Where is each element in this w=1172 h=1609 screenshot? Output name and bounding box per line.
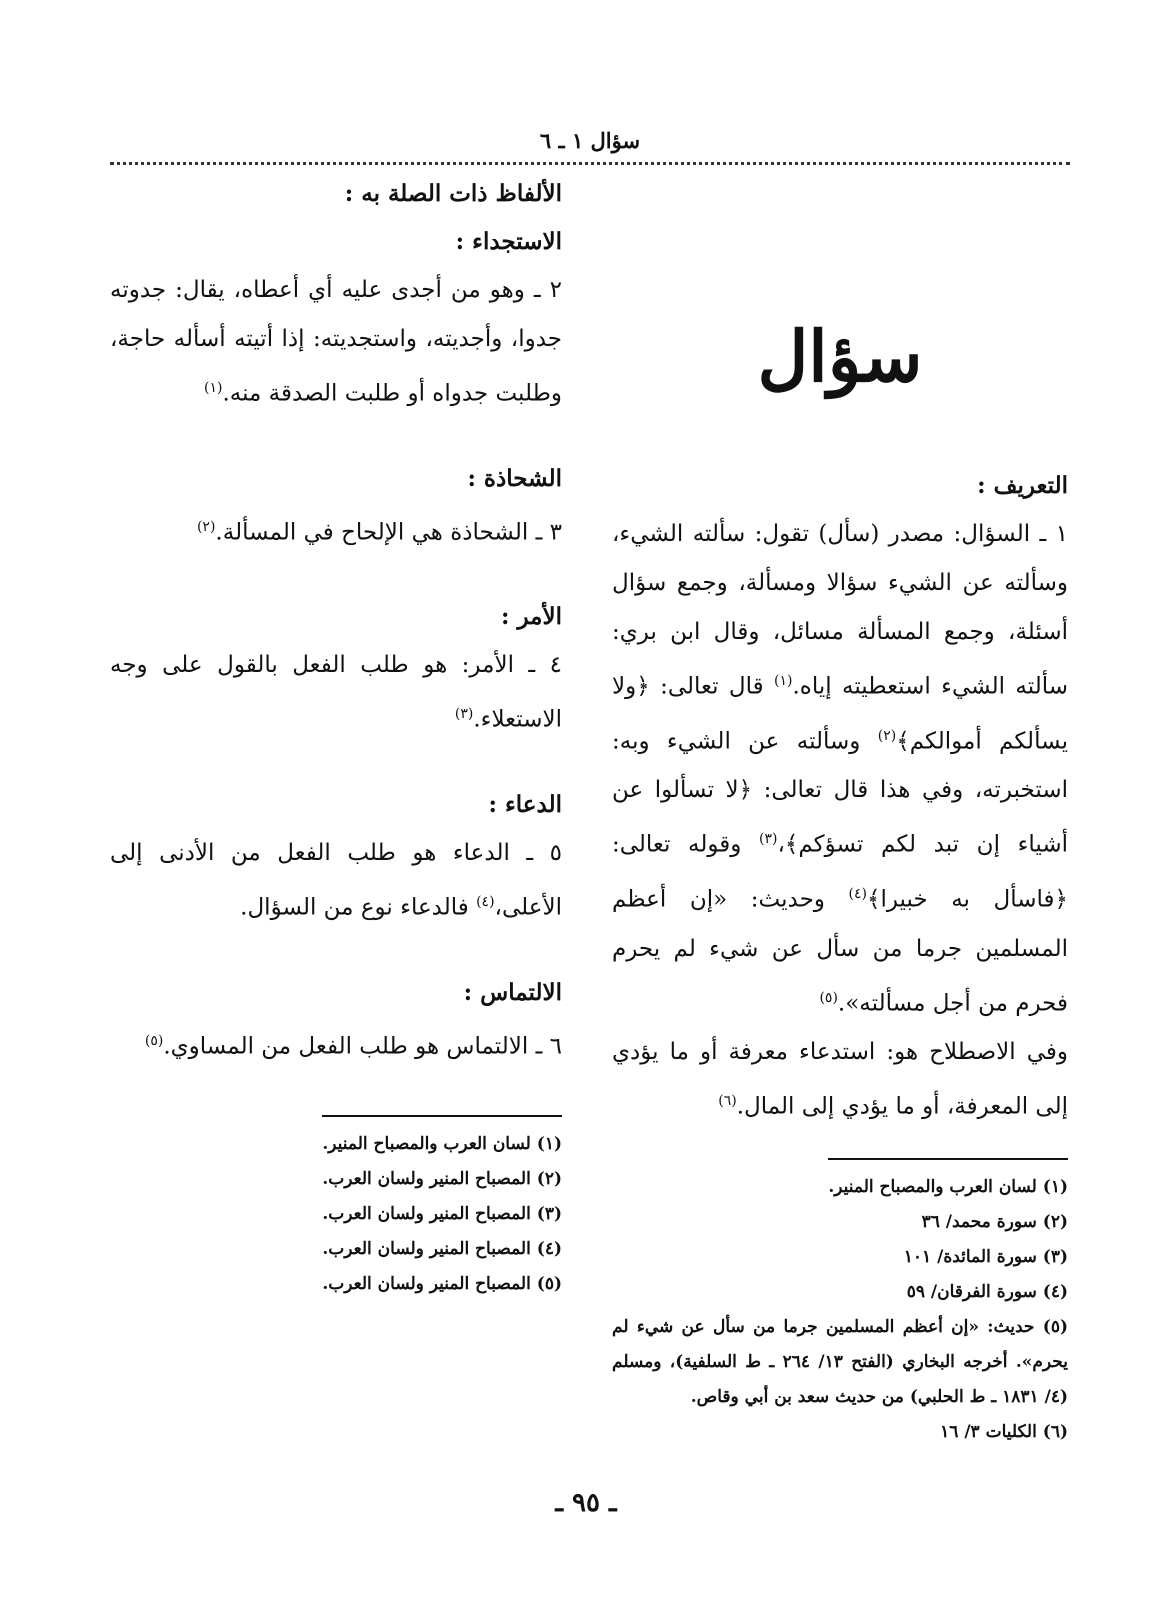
footnote-ref: (٣)	[454, 706, 474, 723]
paragraph-5-text-b: فالدعاء نوع من السؤال.	[240, 894, 477, 921]
shihadha-heading: الشحاذة :	[467, 464, 562, 492]
running-head: سؤال ١ ـ ٦	[539, 128, 641, 153]
footnote-rule	[828, 1158, 1068, 1160]
paragraph-5	[110, 829, 562, 933]
footnote-ref: (١)	[773, 673, 793, 689]
footnote: (٤) المصباح المنير ولسان العرب.	[322, 1239, 562, 1260]
page-number: ـ ٩٥ ـ	[555, 1488, 617, 1518]
paragraph-6-text: ٦ ـ الالتماس هو طلب الفعل من المساوي.	[163, 1033, 562, 1060]
footnote: (٢) سورة محمد/ ٣٦	[921, 1211, 1068, 1232]
footnote-ref: (٦)	[718, 1093, 737, 1110]
paragraph-definition	[612, 1028, 1068, 1132]
definition-heading: التعريف :	[977, 472, 1068, 499]
footnote: (٤) سورة الفرقان/ ٥٩	[906, 1281, 1068, 1302]
spacer	[110, 557, 562, 593]
paragraph-1-text-e: وحديث: «إن أعظم المسلمين جرما من سأل عن شيء لم يحرم فحرم من أجل مسألته».	[612, 886, 1068, 1017]
footnote-ref: (٥)	[144, 1032, 164, 1049]
paragraph-4-text: ٤ ـ الأمر: هو طلب الفعل بالقول على وجه الاستعلاء.	[110, 652, 562, 733]
footnote-rule	[322, 1115, 562, 1117]
iltimas-heading: الالتماس :	[463, 978, 562, 1006]
footnote-ref: (٢)	[877, 727, 897, 744]
paragraph-5-text: ٥ ـ الدعاء هو طلب الفعل من الأدنى إلى الأعلى،	[110, 839, 562, 921]
paragraph-1-text-c: وسألته عن الشيء وبه: استخبرته، وفي هذا قال تعالى: ﴿لا تسألوا عن أشياء إن تبد لكم تسؤكم﴾،	[612, 728, 1068, 858]
paragraph-1-text-b: قال تعالى: ﴿ولا يسألكم أموالكم﴾	[612, 673, 1068, 755]
footnote: (٣) المصباح المنير ولسان العرب.	[322, 1204, 562, 1225]
footnotes-left	[110, 1127, 562, 1302]
istijda-heading: الاستجداء :	[455, 228, 562, 255]
paragraph-1-text-d: وقوله تعالى: ﴿فاسأل به خبيرا﴾	[612, 831, 1068, 913]
footnote-ref: (٤)	[476, 893, 495, 910]
footnotes-right	[612, 1170, 1068, 1450]
spacer	[110, 419, 562, 455]
paragraph-4	[110, 641, 562, 745]
entry-title: سؤال	[757, 315, 923, 398]
paragraph-definition-text: وفي الاصطلاح هو: استدعاء معرفة أو ما يؤدي إلى المعرفة، أو ما يؤدي إلى المال.	[612, 1039, 1068, 1120]
paragraph-1-text: ١ ـ السؤال: مصدر (سأل) تقول: سألته الشيء، وسألته عن الشيء سؤالا ومسألة، وجمع سؤال أسئلة، وجمع المسألة مسائل، وقال ابن بري: سألته الشيء استعطيته إياه.	[612, 521, 1068, 700]
spacer	[110, 745, 562, 781]
footnote: (١) لسان العرب والمصباح المنير.	[322, 1134, 562, 1155]
footnote-ref: (٣)	[758, 831, 778, 848]
paragraph-2	[110, 266, 562, 419]
right-column	[612, 170, 1068, 1450]
footnote-ref: (٤)	[848, 885, 867, 902]
paragraph-1	[612, 510, 1068, 1028]
dua-heading: الدعاء :	[488, 790, 562, 818]
header-dotted-rule	[110, 162, 1070, 165]
paragraph-6	[110, 1017, 562, 1072]
paragraph-3-text: ٣ ـ الشحاذة هي الإلحاح في المسألة.	[215, 519, 562, 546]
footnote: (٢) المصباح المنير ولسان العرب.	[322, 1169, 562, 1190]
footnote: (٣) سورة المائدة/ ١٠١	[903, 1246, 1068, 1267]
footnote-ref: (٢)	[196, 518, 216, 535]
footnote: (١) لسان العرب والمصباح المنير.	[828, 1176, 1068, 1197]
paragraph-3	[110, 503, 562, 558]
paragraph-2-text: ٢ ـ وهو من أجدى عليه أي أعطاه، يقال: جدوته جدوا، وأجديته، واستجديته: إذا أتيته أسأله حاجة، وطلبت جدواه أو طلبت الصدقة منه.	[110, 277, 562, 407]
related-terms-heading: الألفاظ ذات الصلة به :	[344, 180, 562, 207]
footnote: (٥) حديث: «إن أعظم المسلمين جرما من سأل عن شيء لم يحرم». أخرجه البخاري (الفتح ١٣/ ٢٦٤ ـ ط السلفية)، ومسلم (٤/ ١٨٣١ ـ ط الحلبي) من حديث سعد بن أبي وقاص.	[612, 1316, 1068, 1407]
spacer	[110, 933, 562, 969]
footnote-ref: (٥)	[819, 989, 838, 1006]
amr-heading: الأمر :	[500, 603, 562, 631]
footnote: (٥) المصباح المنير ولسان العرب.	[322, 1274, 562, 1295]
footnote-ref: (١)	[204, 380, 223, 396]
footnote: (٦) الكليات ٣/ ١٦	[940, 1421, 1068, 1442]
left-column	[110, 170, 562, 1302]
